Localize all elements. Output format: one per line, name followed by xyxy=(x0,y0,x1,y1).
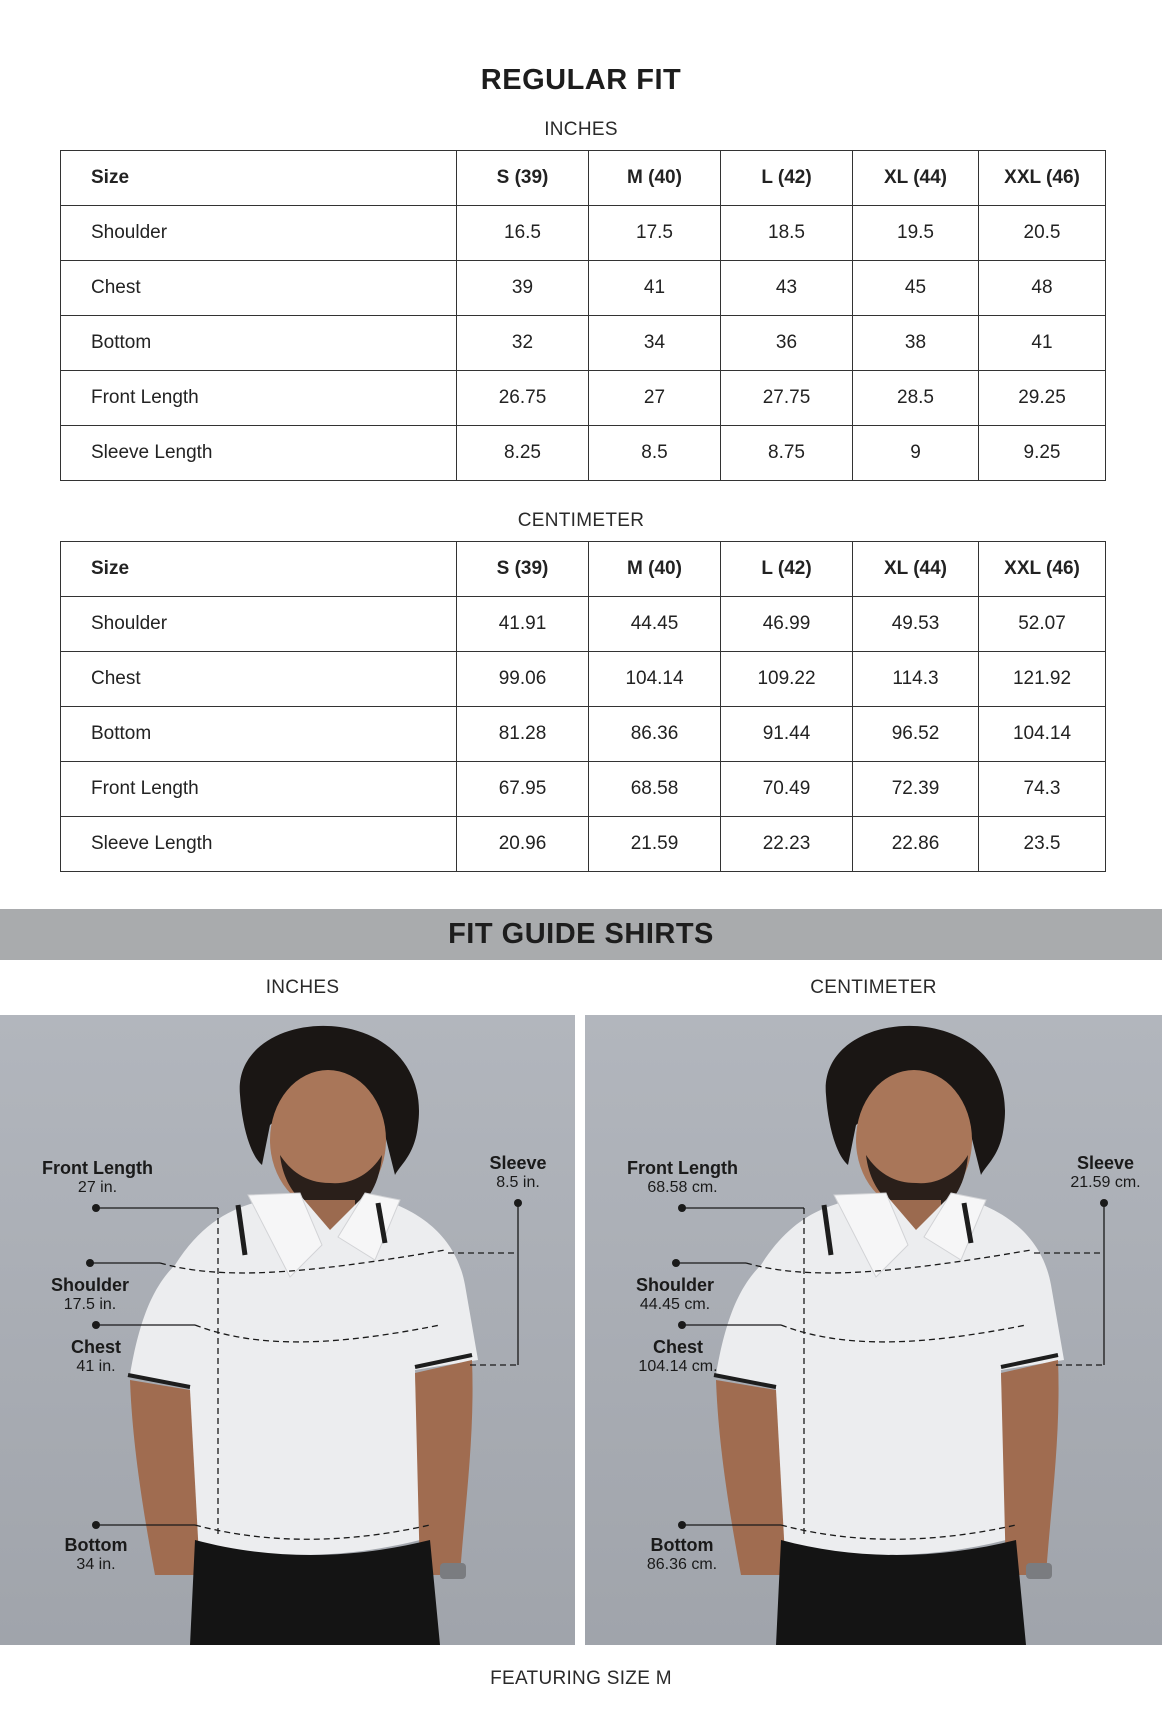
sleeve-annotation xyxy=(1053,1153,1158,1193)
header-cell: Size xyxy=(61,151,457,206)
header-cell: S (39) xyxy=(457,151,589,206)
table-cell: 104.14 xyxy=(979,707,1106,762)
sleeve-annotation xyxy=(468,1153,568,1193)
table-row xyxy=(61,206,1106,261)
table-cell: 8.75 xyxy=(721,426,853,481)
page-title: REGULAR FIT xyxy=(480,64,682,96)
table-cell: 9.25 xyxy=(979,426,1106,481)
table-cell: 91.44 xyxy=(721,707,853,762)
table-cell: 18.5 xyxy=(721,206,853,261)
table-cell: 48 xyxy=(979,261,1106,316)
table-cell: 22.23 xyxy=(721,817,853,872)
shoulder-annotation xyxy=(30,1275,150,1315)
annotation-value: 44.45 cm. xyxy=(639,1296,711,1313)
table-cell: 67.95 xyxy=(457,762,589,817)
table-cell: 8.5 xyxy=(589,426,721,481)
table-cell: 34 xyxy=(589,316,721,371)
table-cell: 27 xyxy=(589,371,721,426)
inches-panel-caption: INCHES xyxy=(265,977,340,998)
table-cell: 29.25 xyxy=(979,371,1106,426)
annotation-value: 104.14 cm. xyxy=(638,1358,718,1375)
annotation-label: Shoulder xyxy=(635,1275,714,1295)
annotation-label: Sleeve xyxy=(1076,1153,1135,1173)
table-cell: 36 xyxy=(721,316,853,371)
model-photo-inches xyxy=(0,1015,575,1645)
table-cell: 9 xyxy=(853,426,979,481)
table-cell: 81.28 xyxy=(457,707,589,762)
header-cell: L (42) xyxy=(721,151,853,206)
shoulder-annotation xyxy=(615,1275,735,1315)
header-cell: XL (44) xyxy=(853,542,979,597)
annotation-label: Bottom xyxy=(64,1535,128,1555)
table-cell: 52.07 xyxy=(979,597,1106,652)
row-label: Sleeve Length xyxy=(61,817,457,872)
row-label: Front Length xyxy=(61,371,457,426)
table-cell: 86.36 xyxy=(589,707,721,762)
table-cell: 68.58 xyxy=(589,762,721,817)
bottom-annotation xyxy=(617,1535,747,1575)
table-cell: 19.5 xyxy=(853,206,979,261)
row-label: Shoulder xyxy=(61,206,457,261)
table-cell: 96.52 xyxy=(853,707,979,762)
header-cell: M (40) xyxy=(589,151,721,206)
inches-table-caption: INCHES xyxy=(544,119,618,140)
table-cell: 8.25 xyxy=(457,426,589,481)
annotation-value: 41 in. xyxy=(76,1358,116,1375)
header-cell: XL (44) xyxy=(853,151,979,206)
header-cell: Size xyxy=(61,542,457,597)
row-label: Front Length xyxy=(61,762,457,817)
annotation-value: 34 in. xyxy=(76,1556,116,1573)
header-cell: L (42) xyxy=(721,542,853,597)
table-cell: 28.5 xyxy=(853,371,979,426)
annotation-label: Sleeve xyxy=(489,1153,547,1173)
header-cell: XXL (46) xyxy=(979,151,1106,206)
table-cell: 72.39 xyxy=(853,762,979,817)
table-cell: 20.96 xyxy=(457,817,589,872)
row-label: Chest xyxy=(61,261,457,316)
table-cell: 114.3 xyxy=(853,652,979,707)
table-cell: 39 xyxy=(457,261,589,316)
annotation-value: 8.5 in. xyxy=(496,1174,540,1191)
annotation-value: 68.58 cm. xyxy=(647,1179,718,1196)
table-header-row xyxy=(61,542,1106,597)
bottom-annotation xyxy=(40,1535,152,1575)
table-header-row xyxy=(61,151,1106,206)
centimeter-table-caption: CENTIMETER xyxy=(517,510,645,531)
table-cell: 104.14 xyxy=(589,652,721,707)
header-cell: XXL (46) xyxy=(979,542,1106,597)
table-row xyxy=(61,371,1106,426)
featuring-size-caption: FEATURING SIZE M xyxy=(490,1668,672,1689)
annotation-label: Front Length xyxy=(42,1158,153,1178)
centimeter-panel-caption: CENTIMETER xyxy=(810,977,937,998)
table-cell: 23.5 xyxy=(979,817,1106,872)
header-cell: S (39) xyxy=(457,542,589,597)
table-cell: 41.91 xyxy=(457,597,589,652)
table-cell: 16.5 xyxy=(457,206,589,261)
annotation-value: 86.36 cm. xyxy=(646,1556,718,1573)
model-photo-centimeter xyxy=(585,1015,1162,1645)
annotation-value: 17.5 in. xyxy=(63,1296,117,1313)
chest-annotation xyxy=(40,1337,152,1377)
centimeter-size-table xyxy=(60,541,1106,872)
table-row xyxy=(61,426,1106,481)
annotation-value: 21.59 cm. xyxy=(1070,1174,1141,1191)
annotation-label: Chest xyxy=(70,1337,121,1357)
table-cell: 22.86 xyxy=(853,817,979,872)
table-cell: 17.5 xyxy=(589,206,721,261)
table-cell: 99.06 xyxy=(457,652,589,707)
inches-size-table xyxy=(60,150,1106,481)
fit-guide-banner: FIT GUIDE SHIRTS xyxy=(0,909,1162,960)
table-cell: 41 xyxy=(979,316,1106,371)
table-cell: 46.99 xyxy=(721,597,853,652)
table-cell: 45 xyxy=(853,261,979,316)
front-length-annotation xyxy=(20,1158,175,1198)
table-cell: 43 xyxy=(721,261,853,316)
row-label: Sleeve Length xyxy=(61,426,457,481)
annotation-label: Chest xyxy=(652,1337,703,1357)
table-row xyxy=(61,597,1106,652)
front-length-annotation xyxy=(605,1158,760,1198)
header-cell: M (40) xyxy=(589,542,721,597)
table-cell: 74.3 xyxy=(979,762,1106,817)
annotation-value: 27 in. xyxy=(77,1179,118,1196)
table-cell: 44.45 xyxy=(589,597,721,652)
table-row xyxy=(61,762,1106,817)
row-label: Shoulder xyxy=(61,597,457,652)
table-row xyxy=(61,316,1106,371)
table-cell: 32 xyxy=(457,316,589,371)
table-cell: 26.75 xyxy=(457,371,589,426)
table-row xyxy=(61,652,1106,707)
row-label: Chest xyxy=(61,652,457,707)
annotation-label: Bottom xyxy=(650,1535,714,1555)
table-row xyxy=(61,261,1106,316)
table-cell: 121.92 xyxy=(979,652,1106,707)
row-label: Bottom xyxy=(61,316,457,371)
table-cell: 21.59 xyxy=(589,817,721,872)
annotation-label: Front Length xyxy=(627,1158,738,1178)
table-cell: 109.22 xyxy=(721,652,853,707)
table-cell: 27.75 xyxy=(721,371,853,426)
chest-annotation xyxy=(613,1337,743,1377)
row-label: Bottom xyxy=(61,707,457,762)
table-cell: 70.49 xyxy=(721,762,853,817)
annotation-label: Shoulder xyxy=(50,1275,129,1295)
table-cell: 41 xyxy=(589,261,721,316)
table-cell: 49.53 xyxy=(853,597,979,652)
table-row xyxy=(61,817,1106,872)
table-row xyxy=(61,707,1106,762)
table-cell: 20.5 xyxy=(979,206,1106,261)
table-cell: 38 xyxy=(853,316,979,371)
